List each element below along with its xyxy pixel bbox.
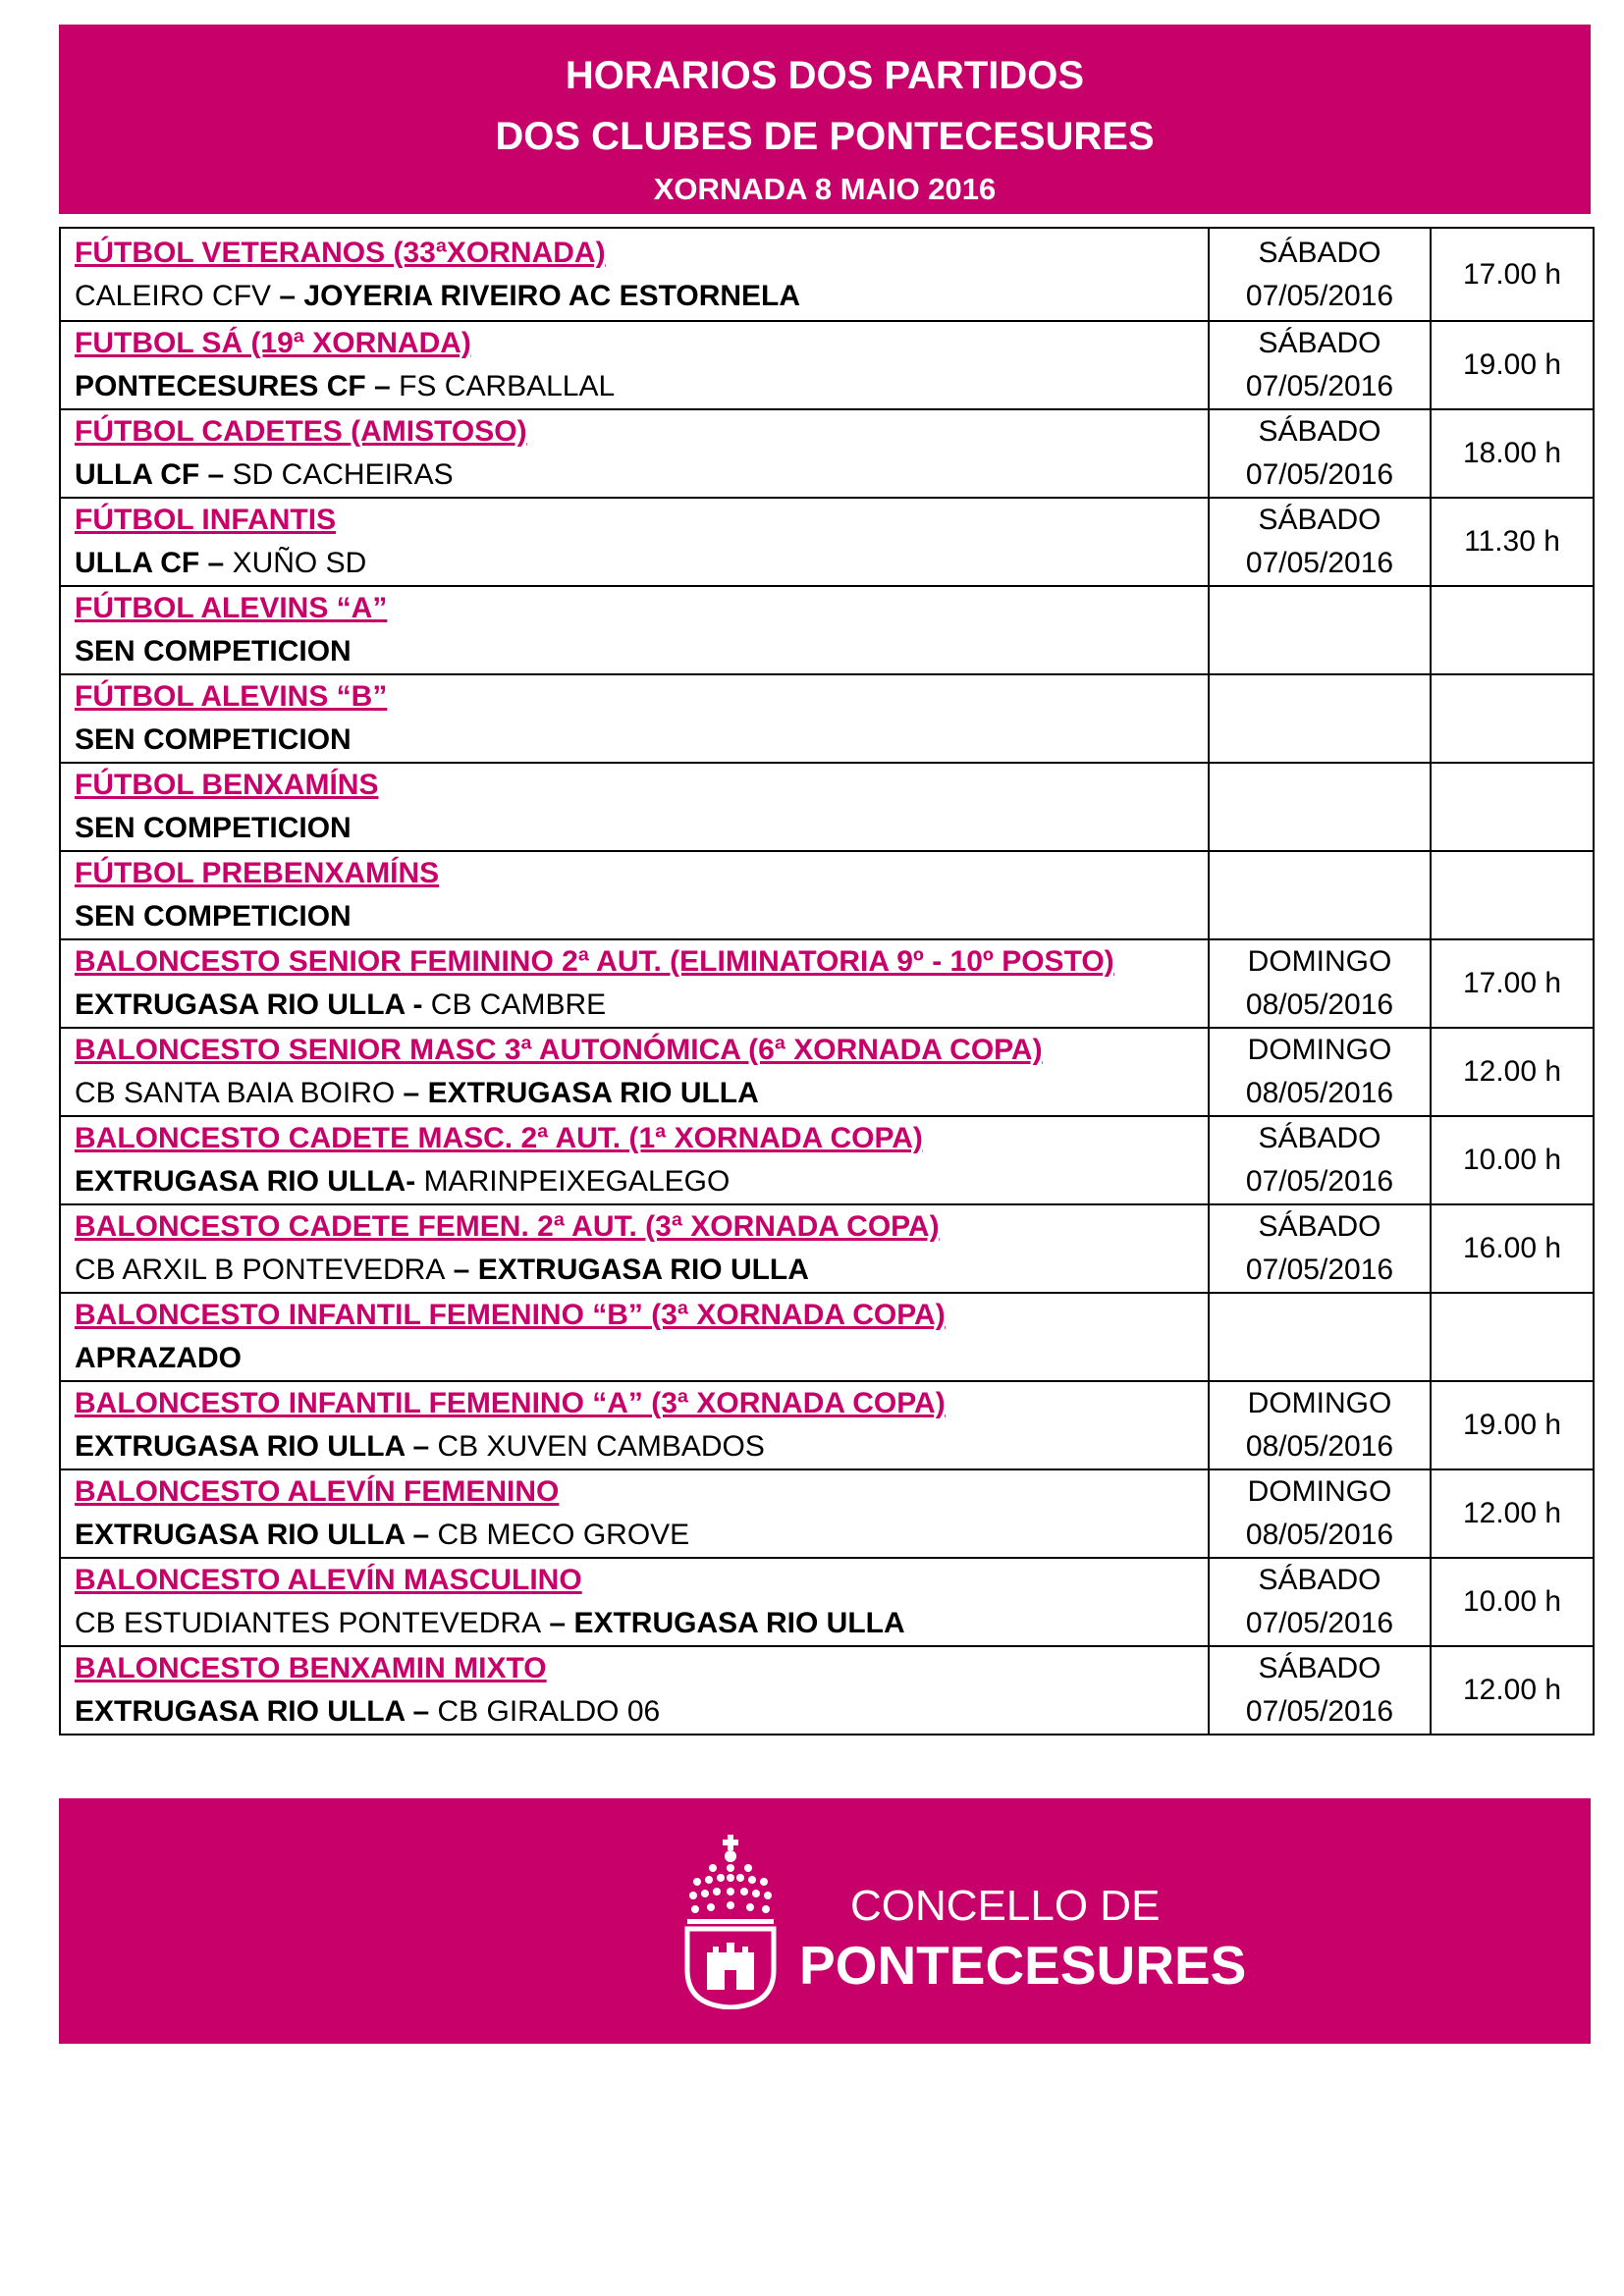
match-teams xyxy=(75,1160,1208,1203)
match-time: 10.00 h xyxy=(1431,1116,1594,1204)
match-weekday: SÁBADO xyxy=(1258,1122,1381,1154)
team-away: XUÑO SD xyxy=(232,547,367,579)
header-title-line2: DOS CLUBES DE PONTECESURES xyxy=(495,115,1155,158)
competition-link[interactable]: FÚTBOL BENXAMÍNS xyxy=(75,769,379,801)
team-home: EXTRUGASA RIO ULLA xyxy=(75,1695,406,1728)
match-weekday: DOMINGO xyxy=(1247,945,1392,978)
team-home: CB ESTUDIANTES PONTEVEDRA xyxy=(75,1607,542,1639)
match-weekday: SÁBADO xyxy=(1258,236,1381,269)
match-date: 07/05/2016 xyxy=(1245,1254,1394,1286)
team-home: EXTRUGASA RIO ULLA xyxy=(75,1165,406,1198)
match-row xyxy=(60,1116,1594,1204)
match-date-cell xyxy=(1209,674,1431,763)
match-cell xyxy=(60,1646,1209,1735)
team-home: SEN COMPETICION xyxy=(75,900,352,933)
match-cell xyxy=(60,763,1209,851)
match-date-cell xyxy=(1209,228,1431,321)
match-date-cell xyxy=(1209,851,1431,939)
match-date-cell xyxy=(1209,498,1431,586)
match-row xyxy=(60,763,1594,851)
team-away: EXTRUGASA RIO ULLA xyxy=(573,1607,905,1639)
match-time: 12.00 h xyxy=(1431,1028,1594,1116)
match-teams xyxy=(75,542,1208,585)
match-row xyxy=(60,851,1594,939)
team-separator: – xyxy=(199,458,233,491)
page-header xyxy=(59,25,1591,214)
competition-link[interactable]: FÚTBOL CADETES (AMISTOSO) xyxy=(75,415,527,448)
team-home: SEN COMPETICION xyxy=(75,812,352,844)
team-away: JOYERIA RIVEIRO AC ESTORNELA xyxy=(303,279,801,312)
competition-link[interactable]: FÚTBOL ALEVINS “A” xyxy=(75,592,388,624)
match-teams xyxy=(75,365,1208,408)
match-time xyxy=(1431,586,1594,674)
match-weekday: SÁBADO xyxy=(1258,1564,1381,1596)
match-date: 07/05/2016 xyxy=(1245,458,1394,491)
competition-link[interactable]: BALONCESTO BENXAMIN MIXTO xyxy=(75,1652,547,1684)
match-cell xyxy=(60,498,1209,586)
match-cell xyxy=(60,1204,1209,1293)
match-teams xyxy=(75,1337,1208,1380)
match-row xyxy=(60,321,1594,409)
match-time: 16.00 h xyxy=(1431,1204,1594,1293)
match-date-cell xyxy=(1209,1558,1431,1646)
match-teams xyxy=(75,1514,1208,1557)
competition-link[interactable]: FUTBOL SÁ (19ª XORNADA) xyxy=(75,327,471,359)
match-time xyxy=(1431,1293,1594,1381)
match-date: 08/05/2016 xyxy=(1245,1430,1394,1463)
match-date-cell xyxy=(1209,1028,1431,1116)
match-weekday: DOMINGO xyxy=(1247,1387,1392,1419)
team-separator: – xyxy=(445,1254,478,1286)
match-cell xyxy=(60,1381,1209,1469)
competition-link[interactable]: FÚTBOL PREBENXAMÍNS xyxy=(75,857,440,889)
competition-link[interactable]: FÚTBOL VETERANOS (33ªXORNADA) xyxy=(75,236,606,269)
match-weekday: SÁBADO xyxy=(1258,327,1381,359)
footer-line2: PONTECESURES xyxy=(799,1935,1247,1996)
match-cell xyxy=(60,1558,1209,1646)
match-time: 19.00 h xyxy=(1431,1381,1594,1469)
team-away: EXTRUGASA RIO ULLA xyxy=(427,1077,759,1109)
match-time: 18.00 h xyxy=(1431,409,1594,498)
competition-link[interactable]: BALONCESTO SENIOR MASC 3ª AUTONÓMICA (6ª XORNADA COPA) xyxy=(75,1034,1043,1066)
match-date: 07/05/2016 xyxy=(1245,1165,1394,1198)
team-home: EXTRUGASA RIO ULLA xyxy=(75,1519,406,1551)
match-cell xyxy=(60,1293,1209,1381)
match-weekday: DOMINGO xyxy=(1247,1034,1392,1066)
match-teams xyxy=(75,630,1208,673)
match-row xyxy=(60,1558,1594,1646)
match-date: 07/05/2016 xyxy=(1245,1695,1394,1728)
team-separator: – xyxy=(199,547,233,579)
team-separator: – xyxy=(405,1695,438,1728)
team-home: SEN COMPETICION xyxy=(75,723,352,756)
team-separator: – xyxy=(405,1519,438,1551)
match-weekday: SÁBADO xyxy=(1258,504,1381,536)
team-separator: – xyxy=(271,279,304,312)
team-home: CALEIRO CFV xyxy=(75,279,272,312)
team-separator: – xyxy=(405,1430,438,1463)
team-home: CB ARXIL B PONTEVEDRA xyxy=(75,1254,446,1286)
match-cell xyxy=(60,851,1209,939)
team-separator: - xyxy=(406,1165,424,1198)
match-cell xyxy=(60,409,1209,498)
competition-link[interactable]: BALONCESTO CADETE FEMEN. 2ª AUT. (3ª XORNADA COPA) xyxy=(75,1210,940,1243)
team-home: EXTRUGASA RIO ULLA xyxy=(75,1430,406,1463)
team-away: SD CACHEIRAS xyxy=(232,458,454,491)
match-teams xyxy=(75,1690,1208,1734)
match-cell xyxy=(60,321,1209,409)
team-separator: – xyxy=(365,370,400,402)
page-footer xyxy=(59,1798,1591,2044)
match-teams xyxy=(75,719,1208,762)
match-row xyxy=(60,228,1594,321)
footer-line1: CONCELLO DE xyxy=(850,1882,1161,1930)
match-teams xyxy=(75,1602,1208,1645)
team-away: FS CARBALLAL xyxy=(399,370,616,402)
match-cell xyxy=(60,674,1209,763)
team-away: MARINPEIXEGALEGO xyxy=(423,1165,731,1198)
match-cell xyxy=(60,586,1209,674)
match-row xyxy=(60,939,1594,1028)
match-cell xyxy=(60,1116,1209,1204)
team-home: EXTRUGASA RIO ULLA xyxy=(75,988,406,1021)
match-date: 07/05/2016 xyxy=(1245,279,1394,312)
match-teams xyxy=(75,807,1208,850)
team-home: APRAZADO xyxy=(75,1342,242,1374)
competition-link[interactable]: FÚTBOL ALEVINS “B” xyxy=(75,680,388,713)
competition-link[interactable]: BALONCESTO INFANTIL FEMENINO “A” (3ª XORNADA COPA) xyxy=(75,1387,946,1419)
team-away: CB XUVEN CAMBADOS xyxy=(437,1430,765,1463)
match-weekday: SÁBADO xyxy=(1258,415,1381,448)
team-away: CB CAMBRE xyxy=(430,988,607,1021)
match-date-cell xyxy=(1209,409,1431,498)
match-date-cell xyxy=(1209,321,1431,409)
match-time: 11.30 h xyxy=(1431,498,1594,586)
team-separator: – xyxy=(541,1607,574,1639)
match-date-cell xyxy=(1209,939,1431,1028)
match-teams xyxy=(75,454,1208,497)
competition-link[interactable]: BALONCESTO ALEVÍN FEMENINO xyxy=(75,1475,560,1508)
match-teams xyxy=(75,984,1208,1027)
team-away: CB MECO GROVE xyxy=(437,1519,690,1551)
team-home: PONTECESURES CF xyxy=(75,370,366,402)
crest-logo-icon xyxy=(683,1833,778,2009)
match-teams xyxy=(75,1425,1208,1468)
team-home: ULLA CF xyxy=(75,458,200,491)
match-date: 08/05/2016 xyxy=(1245,988,1394,1021)
match-weekday: SÁBADO xyxy=(1258,1210,1381,1243)
match-time xyxy=(1431,763,1594,851)
team-separator: - xyxy=(405,988,431,1021)
team-away: EXTRUGASA RIO ULLA xyxy=(477,1254,809,1286)
match-time: 12.00 h xyxy=(1431,1469,1594,1558)
match-time: 12.00 h xyxy=(1431,1646,1594,1735)
competition-link[interactable]: BALONCESTO CADETE MASC. 2ª AUT. (1ª XORNADA COPA) xyxy=(75,1122,923,1154)
schedule-table xyxy=(59,227,1595,1735)
match-cell xyxy=(60,1469,1209,1558)
match-row xyxy=(60,1381,1594,1469)
match-time xyxy=(1431,851,1594,939)
match-row xyxy=(60,1646,1594,1735)
match-date-cell xyxy=(1209,1293,1431,1381)
match-date: 07/05/2016 xyxy=(1245,370,1394,402)
match-date-cell xyxy=(1209,586,1431,674)
match-teams xyxy=(75,1072,1208,1115)
match-row xyxy=(60,1293,1594,1381)
match-row xyxy=(60,409,1594,498)
match-row xyxy=(60,1028,1594,1116)
competition-link[interactable]: FÚTBOL INFANTIS xyxy=(75,504,337,536)
match-date-cell xyxy=(1209,1116,1431,1204)
match-cell xyxy=(60,1028,1209,1116)
match-row xyxy=(60,674,1594,763)
competition-link[interactable]: BALONCESTO SENIOR FEMININO 2ª AUT. (ELIMINATORIA 9º - 10º POSTO) xyxy=(75,945,1114,978)
match-row xyxy=(60,586,1594,674)
match-weekday: SÁBADO xyxy=(1258,1652,1381,1684)
match-time: 17.00 h xyxy=(1431,228,1594,321)
match-date: 08/05/2016 xyxy=(1245,1077,1394,1109)
match-time: 10.00 h xyxy=(1431,1558,1594,1646)
match-date-cell xyxy=(1209,1646,1431,1735)
competition-link[interactable]: BALONCESTO INFANTIL FEMENINO “B” (3ª XORNADA COPA) xyxy=(75,1299,946,1331)
match-date-cell xyxy=(1209,1381,1431,1469)
match-row xyxy=(60,1469,1594,1558)
match-date-cell xyxy=(1209,763,1431,851)
match-time xyxy=(1431,674,1594,763)
team-separator: – xyxy=(395,1077,428,1109)
match-row xyxy=(60,1204,1594,1293)
competition-link[interactable]: BALONCESTO ALEVÍN MASCULINO xyxy=(75,1564,582,1596)
team-home: CB SANTA BAIA BOIRO xyxy=(75,1077,396,1109)
match-row xyxy=(60,498,1594,586)
match-cell xyxy=(60,228,1209,321)
team-away: CB GIRALDO 06 xyxy=(437,1695,661,1728)
schedule-body xyxy=(60,228,1594,1735)
match-date-cell xyxy=(1209,1204,1431,1293)
match-time: 17.00 h xyxy=(1431,939,1594,1028)
match-date-cell xyxy=(1209,1469,1431,1558)
match-teams xyxy=(75,1249,1208,1292)
match-cell xyxy=(60,939,1209,1028)
match-date: 07/05/2016 xyxy=(1245,1607,1394,1639)
header-title-line1: HORARIOS DOS PARTIDOS xyxy=(565,54,1085,97)
header-subtitle: XORNADA 8 MAIO 2016 xyxy=(653,172,997,206)
match-date: 07/05/2016 xyxy=(1245,547,1394,579)
match-weekday: DOMINGO xyxy=(1247,1475,1392,1508)
team-home: ULLA CF xyxy=(75,547,200,579)
match-teams xyxy=(75,275,1208,318)
match-teams xyxy=(75,895,1208,938)
match-time: 19.00 h xyxy=(1431,321,1594,409)
team-home: SEN COMPETICION xyxy=(75,635,352,667)
match-date: 08/05/2016 xyxy=(1245,1519,1394,1551)
